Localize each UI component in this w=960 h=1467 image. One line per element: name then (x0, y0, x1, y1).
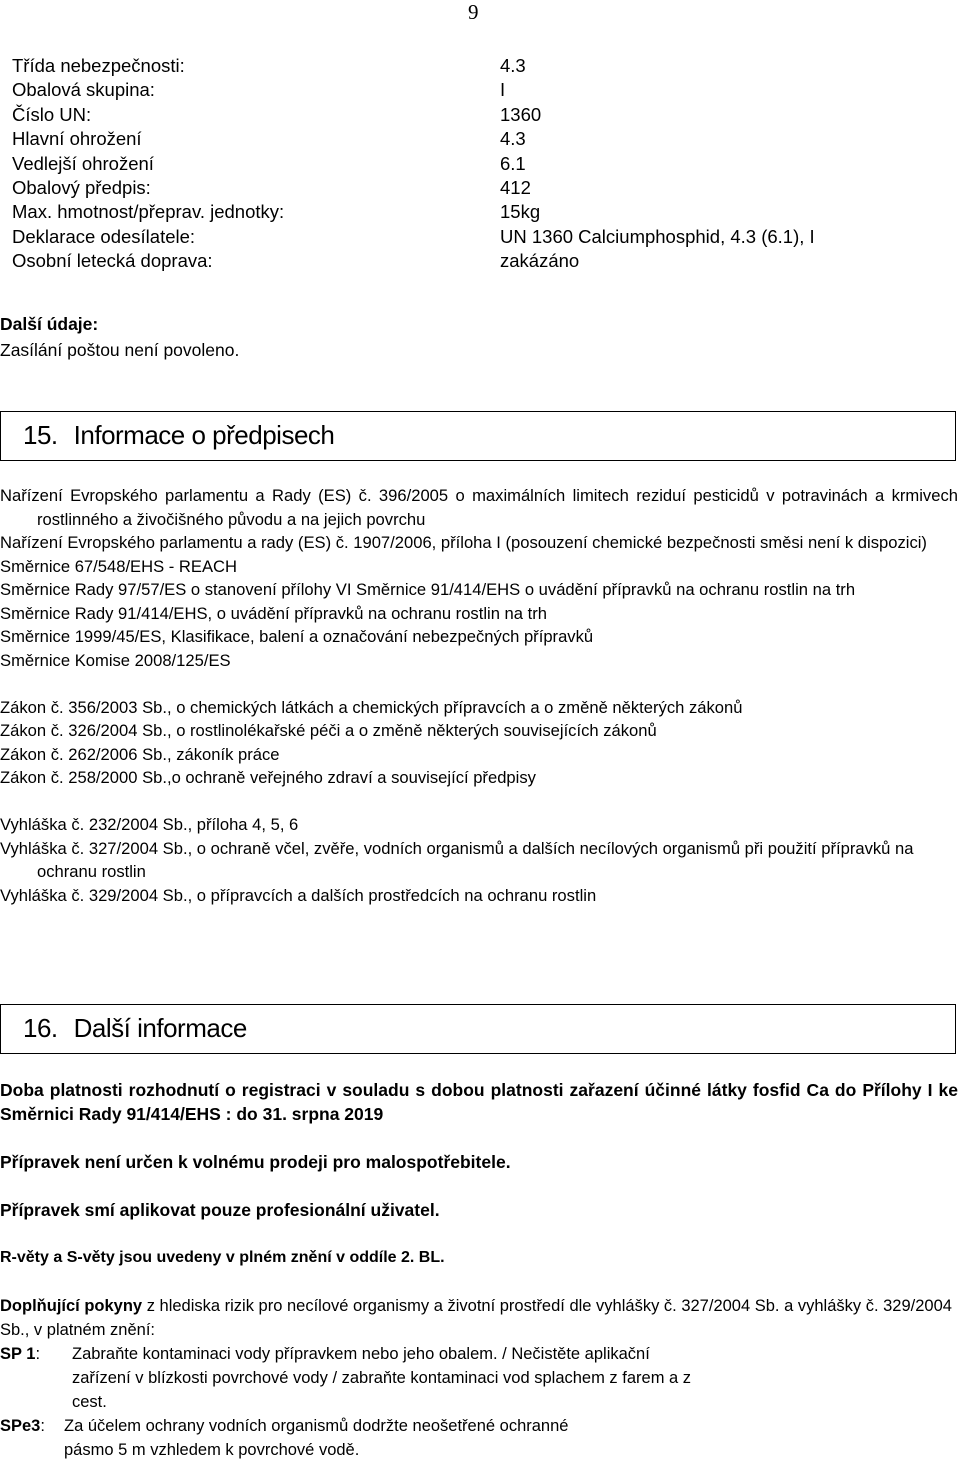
transport-row (12, 152, 912, 176)
spe3-row (0, 1414, 958, 1462)
further-details-heading: Další údaje: (0, 314, 99, 334)
transport-value: 6.1 (500, 152, 526, 174)
spe3-code: SPe3 (0, 1417, 41, 1435)
transport-row (12, 249, 912, 273)
validity-note: Doba platnosti rozhodnutí o registraci v souladu s dobou platnosti zařazení účinné látky fosfid Ca do Přílohy I ke Směrnici Rady 91/414/EHS : do 31. srpna 2019 (0, 1080, 958, 1124)
sp1-code: SP 1 (0, 1345, 36, 1363)
regulation-item: Nařízení Evropského parlamentu a rady (ES) č. 1907/2006, příloha I (posouzení chemické bezpečnosti směsi není k dispozici) (0, 533, 927, 552)
transport-row (12, 54, 912, 78)
further-details (0, 311, 239, 363)
page-number: 9 (468, 0, 479, 24)
law-item: Zákon č. 258/2000 Sb.,o ochraně veřejného zdraví a související předpisy (0, 768, 536, 787)
regulation-item: Nařízení Evropského parlamentu a Rady (ES) č. 396/2005 o maximálních limitech reziduí pesticidů v potravinách a krmivech rostlinného a živočišného původu a na jejich povrchu (0, 486, 958, 529)
transport-row (12, 103, 912, 127)
transport-info-table (12, 54, 912, 274)
section-16-header (0, 1004, 956, 1054)
spe3-colon: : (40, 1417, 45, 1435)
professional-note: Přípravek smí aplikovat pouze profesionální uživatel. (0, 1200, 440, 1220)
transport-label: Vedlejší ohrožení (12, 152, 154, 174)
further-details-text: Zasílání poštou není povoleno. (0, 340, 240, 360)
transport-row (12, 176, 912, 200)
section-15-title (23, 420, 334, 451)
decree-item: Vyhláška č. 327/2004 Sb., o ochraně včel, zvěře, vodních organismů a dalších necílových organismů při použití přípravků na ochranu rostlin (0, 838, 914, 881)
transport-value: 1360 (500, 103, 542, 125)
transport-label: Osobní letecká doprava: (12, 250, 213, 272)
regulation-item: Směrnice 67/548/EHS - REACH (0, 556, 238, 576)
section-title-text: Informace o předpisech (73, 420, 335, 450)
retail-note: Přípravek není určen k volnému prodeji pro malospotřebitele. (0, 1152, 511, 1172)
regulations-list (0, 484, 958, 907)
transport-row (12, 225, 912, 249)
transport-value: 4.3 (500, 55, 526, 76)
regulation-item: Směrnice Rady 91/414/EHS, o uvádění přípravků na ochranu rostlin na trh (0, 603, 547, 623)
regulation-item: Směrnice 1999/45/ES, Klasifikace, balení a označování nebezpečných přípravků (0, 627, 594, 646)
law-item: Zákon č. 262/2006 Sb., zákoník práce (0, 744, 280, 764)
regulation-item: Směrnice Komise 2008/125/ES (0, 650, 231, 670)
r-s-phrases-note: R-věty a S-věty jsou uvedeny v plném znění v oddíle 2. BL. (0, 1249, 445, 1266)
supplementary-instructions (0, 1294, 958, 1342)
decree-item: Vyhláška č. 329/2004 Sb., o přípravcích a dalších prostředcích na ochranu rostlin (0, 885, 597, 905)
law-item: Zákon č. 356/2003 Sb., o chemických látkách a chemických přípravcích a o změně některých zákonů (0, 697, 743, 717)
decree-item: Vyhláška č. 232/2004 Sb., příloha 4, 5, 6 (0, 815, 299, 834)
transport-value: 15kg (500, 201, 541, 223)
transport-label: Deklarace odesílatele: (12, 225, 196, 247)
regulation-item: Směrnice Rady 97/57/ES o stanovení přílohy VI Směrnice 91/414/EHS o uvádění přípravků na ochranu rostlin na trh (0, 580, 856, 599)
section-16-title (23, 1013, 247, 1044)
further-information (0, 1078, 958, 1462)
transport-label: Max. hmotnost/přeprav. jednotky: (12, 201, 285, 223)
supplementary-text: z hlediska rizik pro necílové organismy a životní prostředí dle vyhlášky č. 327/2004 Sb. a vyhlášky č. 329/2004 Sb., v platném znění: (0, 1297, 952, 1339)
spe3-text: Za účelem ochrany vodních organismů dodržte neošetřené ochranné pásmo 5 m vzhledem k povrchové vodě. (64, 1417, 569, 1459)
transport-row (12, 127, 912, 151)
transport-row (12, 78, 912, 102)
transport-value: UN 1360 Calciumphosphid, 4.3 (6.1), I (500, 225, 815, 247)
transport-value: zakázáno (500, 250, 580, 272)
transport-row (12, 200, 912, 224)
section-number: 16. (23, 1013, 58, 1043)
transport-label: Obalová skupina: (12, 79, 155, 101)
transport-label: Obalový předpis: (12, 176, 151, 198)
transport-value: 4.3 (500, 128, 526, 150)
sp1-text: Zabraňte kontaminaci vody přípravkem nebo jeho obalem. / Nečistěte aplikační zařízení v blízkosti povrchové vody / zabraňte kontaminaci vod splachem z farem a z cest. (72, 1345, 692, 1411)
sp1-colon: : (35, 1345, 41, 1363)
transport-value: 412 (500, 176, 531, 198)
section-number: 15. (23, 420, 58, 450)
section-15-header (0, 411, 956, 461)
transport-label: Třída nebezpečnosti: (12, 55, 185, 76)
sp1-row (0, 1342, 958, 1414)
law-item: Zákon č. 326/2004 Sb., o rostlinolékařské péči a o změně některých souvisejících zákonů (0, 721, 657, 740)
supplementary-heading: Doplňující pokyny (0, 1297, 143, 1315)
section-title-text: Další informace (73, 1013, 247, 1043)
transport-label: Číslo UN: (12, 103, 92, 125)
transport-label: Hlavní ohrožení (12, 128, 142, 150)
transport-value: I (500, 79, 506, 101)
